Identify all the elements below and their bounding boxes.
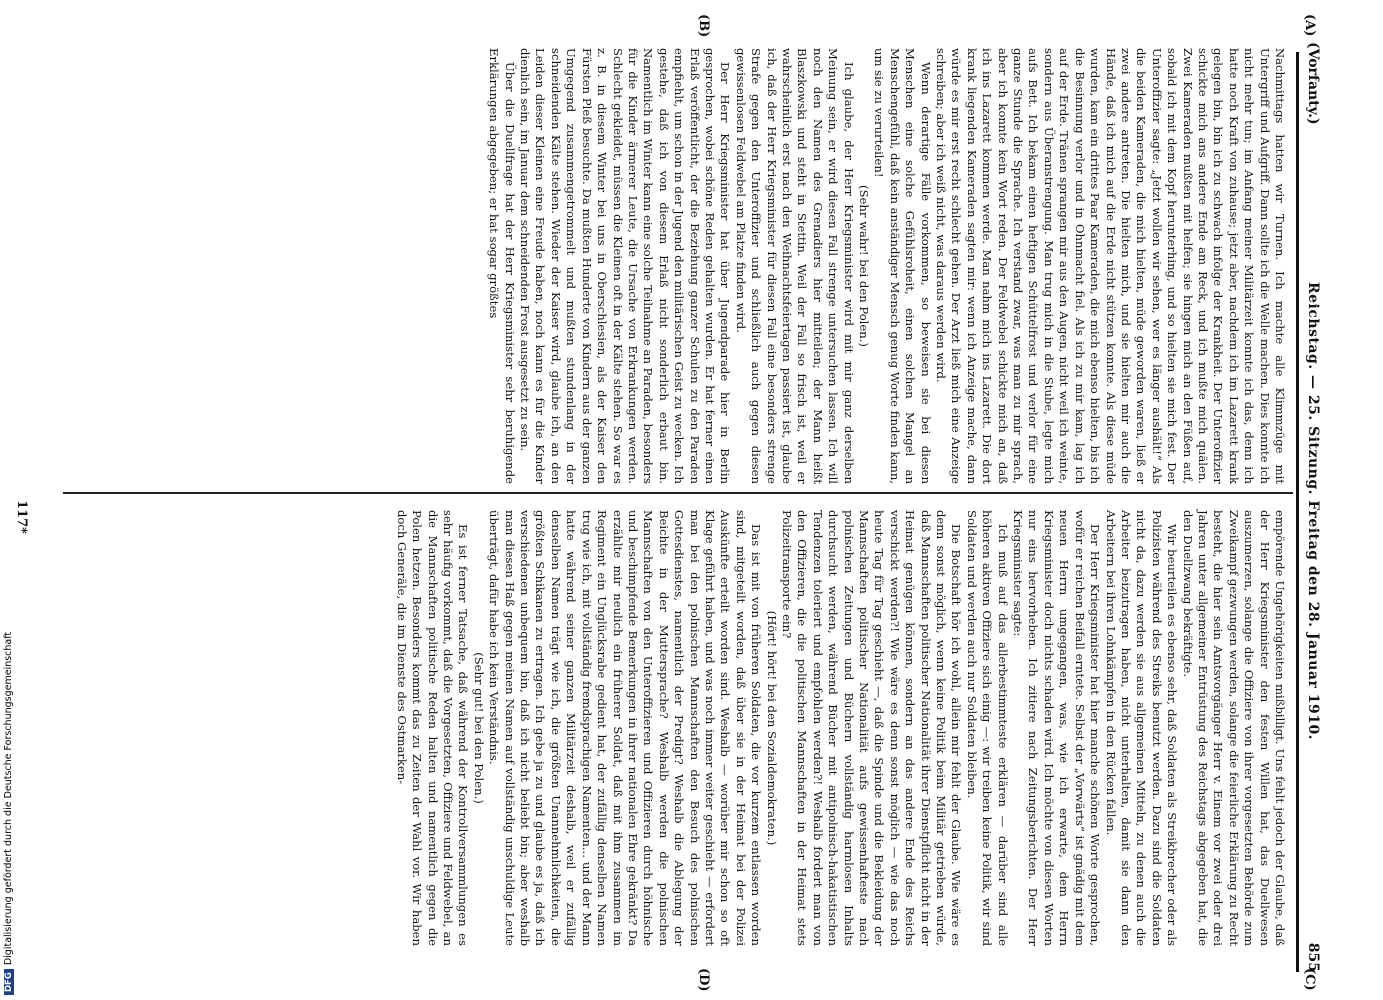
paragraph: empörende Ungehörigkeiten mißbilligt. Uns fehlt jedoch der Glaube, daß der Herr Kriegsminister den festen Willen hat, das Duellwesen auszumerzen, solange die Offiziere von ihrer vorgesetzten Behörde zum Zweikampf gezwungen werden, solange die feierliche Erklärung zu Recht besteht, die hier sein Amtsvorgänger Herr v. Einem vor zwei oder drei Jahren unter allgemeiner Entrüstung des Reichstags abgegeben hat, die den Duellzwang bekräftigte. xyxy=(1180,510,1287,946)
paragraph: Es ist ferner Tatsache, daß während der Kontrollversammlungen es sehr häufig vorkommt, daß die Vorgesetzten, Offiziere und Feldwebel, an die Mannschaften politische Reden halten und namentlich gegen die Polen hetzen. Besonders kommt das zu Zeiten der Wahl vor. Wir haben doch Generäle, die im Dienste des Ostmarken- xyxy=(394,510,471,946)
paragraph: Der Herr Kriegsminister hat über Jugendparade hier in Berlin gesprochen, wobei schöne Reden gehalten wurden. Er hat ferner einen Erlaß veröffentlicht, der die Beziehung ganzer Schulen zu den Paraden empfiehlt, um schon in der Jugend den militärischen Geist zu wecken. Ich gestehe, daß ich von diesem Erlaß nicht sonderlich erbaut bin. Namentlich im Winter kann eine solche Teilnahme an Paraden, besonders für die Kinder ärmerer Leute, die Ursache von Erkrankungen werden. Schlecht gekleidet, müssen die Kleinen oft in der Kälte stehen. So war es z. B. in diesem Winter bei uns in Oberschlesien, als der Kaiser den Fürsten Pleß besuchte. Da mußten Hunderte von Kindern aus der ganzen Umgegend zusammengetrommelt und mußten stundenlang in der schneidenden Kälte stehen. Wieder der Kaiser wird, glaube ich, an den Leiden dieser Kleinen eine Freude haben, noch kann es für die Kinder dienlich sein, im Januar dem schneidenden Frost ausgesetzt zu sein. xyxy=(518,48,733,484)
paragraph: Ich glaube, der Herr Kriegsminister wird mit mir ganz derselben Meinung sein, er wird diesen Fall strenge untersuchen lassen. Ich will noch den Namen des Grenadiers hier mitteilen; der Mann heißt Blaszkowski und steht in Stettin. Weil der Fall so frisch ist, weil er wahrscheinlich erst nach den Weihnachtsfeiertagen passiert ist, glaube ich, daß der Herr Kriegsminister für diesen Fall eine besonders strenge Strafe gegen den Unteroffizier und schließlich auch gegen diesen gewissenlosen Feldwebel am Platze finden wird. xyxy=(733,48,856,484)
credit-text: Digitalisierung gefördert durch die Deutsche Forschungsgemeinschaft xyxy=(3,631,14,966)
page-header xyxy=(1301,42,1321,972)
column-divider xyxy=(63,492,1293,494)
paragraph: Nachmittags hatten wir Turnen. Ich machte alle Klimmzüge mit Untergriff und Aufgriff. Dann sollte ich die Welle machen. Dies konnte ich nicht mehr tun; im Anfang meiner Militärzeit konnte ich das, denn ich hatte noch Kraft von zuhause; jetzt aber, nachdem ich im Lazarett krank gelegen bin, bin ich zu schwach infolge der Krankheit. Der Unteroffizier schickte mich ans andere Ende am Reck, und ich mußte mich quälen. Zwei Kameraden mußten mit helfen; sie hingen mich an den Füßen auf, sobald ich mit dem Kopf herunterhing, und so hielten sie mich fest. Der Unteroffizier sagte: „Jetzt wollen wir sehen, wer es länger aushält!“ Als die beiden Kameraden, die mich hielten, müde geworden waren, ließ er zwei andere antreten. Die hielten mich, und sie hielten mir auch die Hände, daß ich mich auf die Erde nicht stützen konnte. Als diese müde wurden, kam ein drittes Paar Kameraden, die mich ebenso hielten, bis ich die Besinnung verlor und in Ohnmacht fiel. Als ich zu mir kam, lag ich auf der Erde. Tränen sprangen mir aus den Augen, nicht weil ich weinte, sondern aus Überanstrengung. Man trug mich in die Stube, legte mich aufs Bett. Ich bekam einen heftigen Schüttelfrost und verlor für eine ganze Stunde die Sprache. Ich verstand zwar, was man zu mir sprach, aber ich konnte kein Wort reden. Der Feldwebel schickte mich an, daß ich ins Lazarett kommen werde. Man nahm mich ins Lazarett. Die dort krank liegenden Kameraden sagten mir: wenn ich Anzeige mache, dann würde es mir erst recht schlecht gehen. Der Arzt ließ mich eine Anzeige schreiben; aber ich weiß nicht, was daraus werden wird. xyxy=(934,48,1287,484)
margin-mark-a: (A) xyxy=(1302,14,1317,37)
header-title: Reichstag. — 25. Sitzung. Freitag den 28. Januar 1910. xyxy=(1305,282,1321,741)
right-column xyxy=(393,510,1287,946)
signature-mark: 117* xyxy=(14,500,29,534)
interjection: (Sehr wahr! bei den Polen.) xyxy=(857,185,872,347)
paragraph: Wenn derartige Fälle vorkommen, so beweisen sie bei diesen Menschen eine solche Gefühlsroheit, einen solchen Mangel an Menschengefühl, daß kein anständiger Mensch genug Worte finden kann, um sie zu verurteilen! xyxy=(872,48,933,484)
paragraph: Die Botschaft hör ich wohl, allein mir fehlt der Glaube. Wie wäre es denn sonst möglich, wenn keine Politik beim Militär getrieben würde, daß Mannschaften politischer Nationalität ihrer Dienstpflicht nicht in der Heimat genügen können, sondern an das andere Ende des Reichs verschickt werden?! Wie wäre es denn sonst möglich — wie das noch heute Tag für Tag geschieht —, daß die Spinde und die Bekleidung der Mannschaften politischer Nationalität aufs gewissenhafteste nach polnischen Zeitungen und Büchern vollständig harmlosen Inhalts durchsucht werden, während Bücher mit antipolnisch-hakatistischen Tendenzen toleriert und empfohlen werden?! Weshalb fordert man von den Offizieren, die die politischen Mannschaften in der Heimat stets Polizeitransporte ein? xyxy=(780,510,964,946)
left-column xyxy=(486,48,1287,484)
quotation: Ich muß auf das allerbestimmteste erklären — darüber sind alle höheren aktiven Offiziere sich einig —: wir treiben keine Politik, wir sind Soldaten und werden auch nur Soldaten bleiben. xyxy=(964,510,1010,946)
paragraph: Der Herr Kriegsminister hat hier manche schönen Worte gesprochen, wofür er reichen Beifall erntete. Selbst der „Vorwärts“ ist gnädig mit dem neuen Herrn umgegangen, was, wie ich erwarte, dem Herrn Kriegsminister doch nichts schaden wird. Ich möchte von diesen Worten nur eins hervorheben. Ich zitiere nach Zeitungsberichten. Der Herr Kriegsminister sagte: xyxy=(1011,510,1103,946)
paragraph: Das ist mit von früheren Soldaten, die vor kurzem entlassen worden sind, mitgeteilt worden, daß über sie in der Heimat bei der Polizei Auskünfte erteilt worden sind. Weshalb — worüber mir schon so oft Klage geführt haben, und was noch immer weiter geschieht — erfordert man bei den polnischen Mannschaften den Besuch des polnischen Gottesdienstes, namentlich der Predigt? Weshalb die Ablegung der Beichte in der Muttersprache? Weshalb werden die polnischen Mannschaften von den Unteroffizieren und Offizieren durch höhnische und beschimpfende Bemerkungen in ihrer nationalen Ehre gekränkt? Da erzählte mir neulich ein früherer Soldat, daß mit ihm zusammen im Regiment ein Unglücksrabe gedient hat, der zufällig denselben Namen trug wie ich, mit vollständig fremdsprachigen Namenten... und der Mann hatte während seiner ganzen Militärzeit deshalb, weil er zufällig denselben Namen trägt wie ich, die größten Unannehmlichkeiten, die größten Schikanen zu ertragen. Ich gebe ja zu und glaube es ja, daß ich verschiedenen unbequem bin, daß ich nicht beliebt bin; aber weshalb man diesen Haß gegen meinen Namen auf vollständig unschuldige Leute überträgt, dafür habe ich kein Verständnis. xyxy=(487,510,764,946)
interjection: (Sehr gut! bei den Polen.) xyxy=(471,652,486,804)
margin-mark-d: (D) xyxy=(696,968,711,992)
margin-mark-c: (C) xyxy=(1302,968,1317,991)
interjection: (Hört! hört! bei den Sozialdemokraten.) xyxy=(764,610,779,846)
paragraph: Wir beurteilen es ebenso sehr, daß Soldaten als Streikbrecher oder als Polizisten während des Streiks benutzt werden. Dazu sind die Soldaten nicht da, dazu werden sie aus allgemeinen Mitteln, zu denen auch die Arbeiter beizutragen haben, nicht unterhalten, damit sie dann den Arbeitern bei ihren Lohnkämpfen in den Rücken fallen. xyxy=(1103,510,1180,946)
dfg-logo-icon: DFG xyxy=(4,969,14,995)
page-number: 855 xyxy=(1305,942,1321,972)
margin-mark-b: (B) xyxy=(696,14,711,38)
header-rule xyxy=(1296,52,1299,972)
digitization-credit xyxy=(3,495,15,995)
header-continuation: (Vorfanty.) xyxy=(1305,42,1321,125)
paragraph: Über die Duellfrage hat der Herr Kriegsminister sehr beruhigende Erklärungen abgegeben; er hat sogar größtes xyxy=(487,48,517,484)
